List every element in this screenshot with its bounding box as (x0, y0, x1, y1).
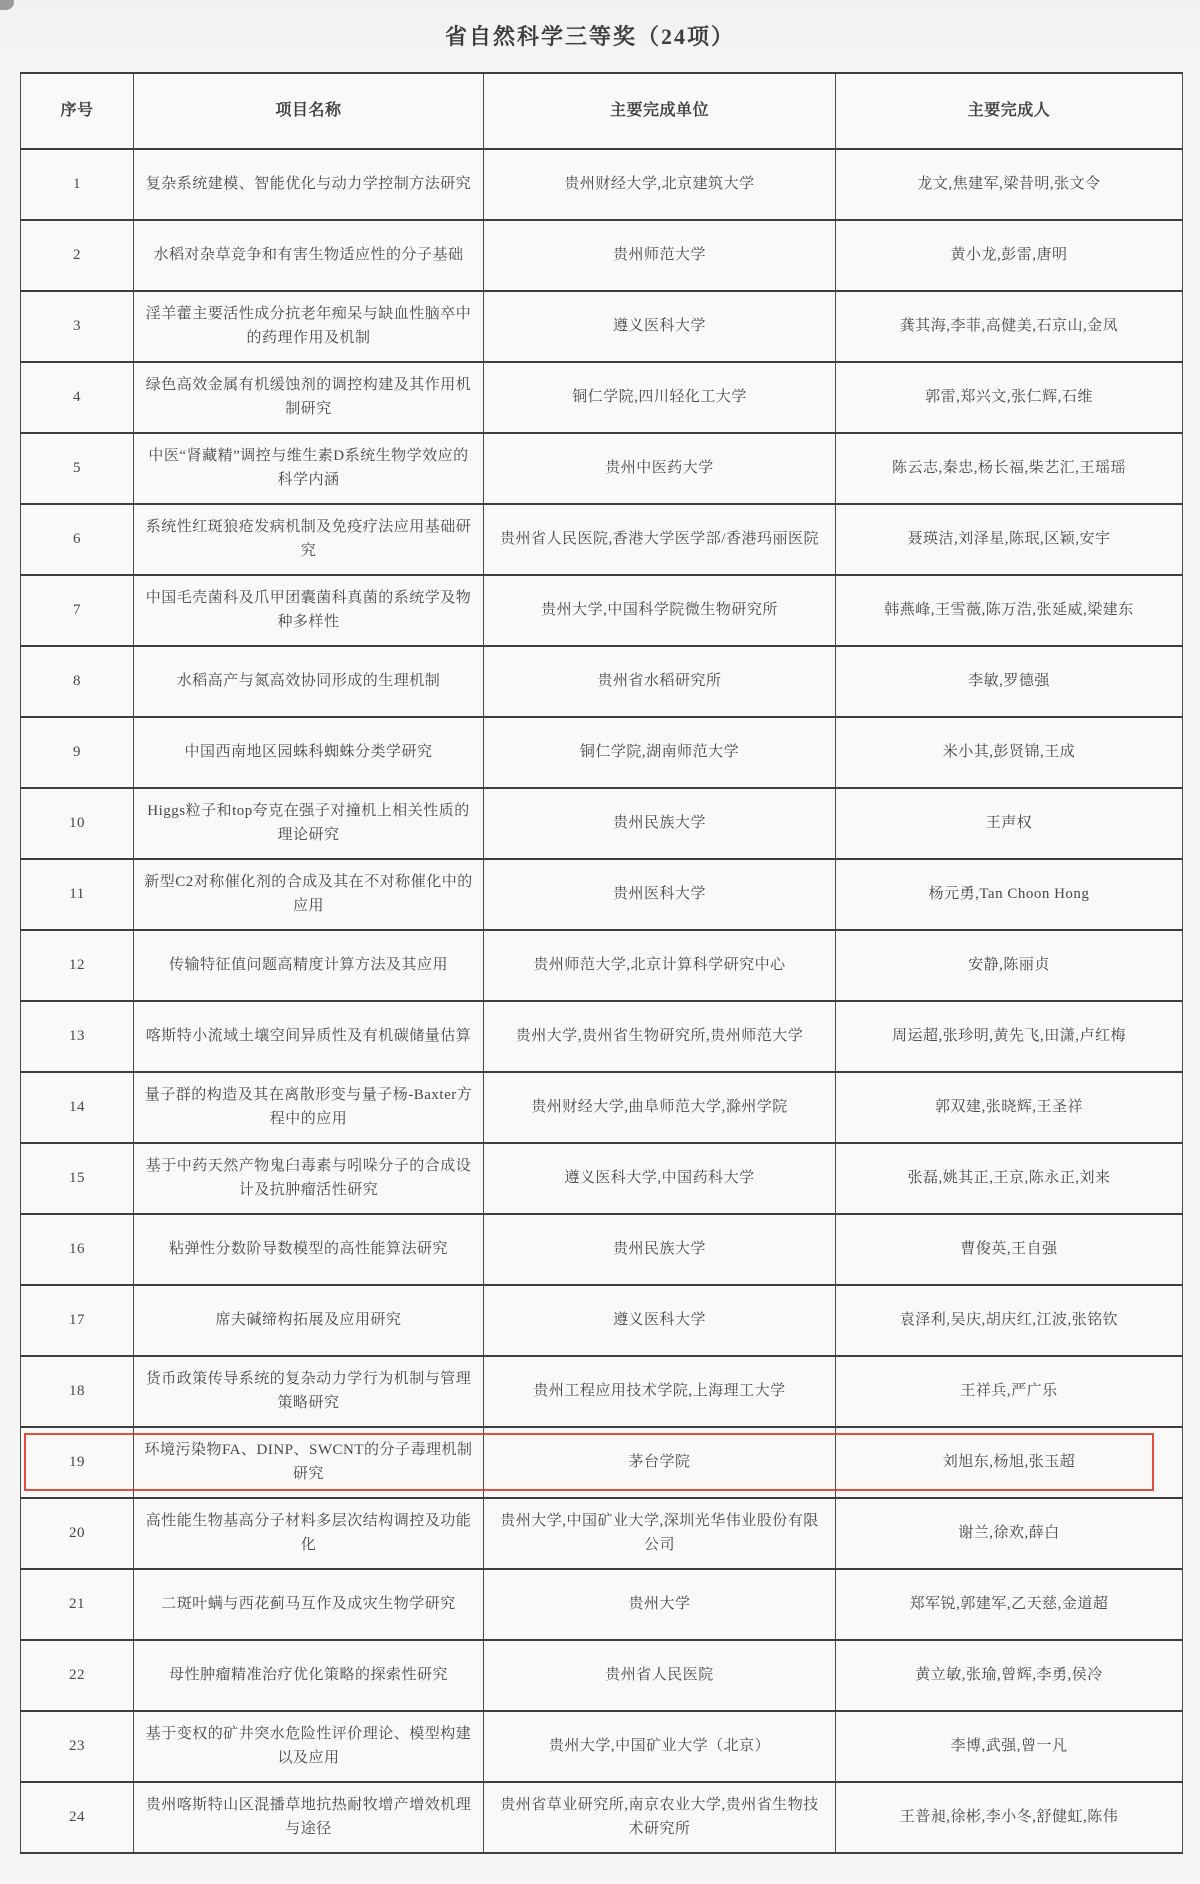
row-project-name: 粘弹性分数阶导数模型的高性能算法研究 (134, 1214, 484, 1285)
row-project-name: 贵州喀斯特山区混播草地抗热耐牧增产增效机理与途径 (134, 1782, 484, 1853)
row-completing-units: 遵义医科大学 (484, 291, 836, 362)
row-completing-people: 郭雷,郑兴文,张仁辉,石维 (836, 362, 1183, 433)
row-completing-people: 曹俊英,王自强 (836, 1214, 1183, 1285)
table-row (21, 291, 1183, 362)
header-project-name: 项目名称 (134, 73, 484, 149)
row-completing-units: 贵州大学,中国科学院微生物研究所 (484, 575, 836, 646)
row-project-name: 中国西南地区园蛛科蜘蛛分类学研究 (134, 717, 484, 788)
row-completing-people: 安静,陈丽贞 (836, 930, 1183, 1001)
row-project-name: 母性肿瘤精准治疗优化策略的探索性研究 (134, 1640, 484, 1711)
row-completing-people: 龙文,焦建军,梁昔明,张文令 (836, 149, 1183, 220)
row-completing-people: 王声权 (836, 788, 1183, 859)
row-serial-number: 3 (21, 291, 134, 362)
row-completing-people: 黄立敏,张瑜,曾辉,李勇,侯冷 (836, 1640, 1183, 1711)
row-completing-people: 聂瑛洁,刘泽星,陈珉,区颖,安宇 (836, 504, 1183, 575)
table-row (21, 1782, 1183, 1853)
row-completing-units: 贵州工程应用技术学院,上海理工大学 (484, 1356, 836, 1427)
row-completing-units: 贵州省水稻研究所 (484, 646, 836, 717)
table-row (21, 1427, 1183, 1498)
row-serial-number: 4 (21, 362, 134, 433)
table-row (21, 788, 1183, 859)
row-serial-number: 2 (21, 220, 134, 291)
row-project-name: 基于中药天然产物鬼臼毒素与吲哚分子的合成设计及抗肿瘤活性研究 (134, 1143, 484, 1214)
table-row (21, 1001, 1183, 1072)
table-row (21, 362, 1183, 433)
row-project-name: 绿色高效金属有机缓蚀剂的调控构建及其作用机制研究 (134, 362, 484, 433)
row-completing-people: 谢兰,徐欢,薛白 (836, 1498, 1183, 1569)
table-row (21, 433, 1183, 504)
row-completing-people: 陈云志,秦忠,杨长福,柴艺汇,王瑶瑶 (836, 433, 1183, 504)
row-completing-units: 贵州大学,中国矿业大学（北京） (484, 1711, 836, 1782)
row-serial-number: 11 (21, 859, 134, 930)
table-row (21, 575, 1183, 646)
row-project-name: 水稻对杂草竞争和有害生物适应性的分子基础 (134, 220, 484, 291)
row-serial-number: 23 (21, 1711, 134, 1782)
row-project-name: 新型C2对称催化剂的合成及其在不对称催化中的应用 (134, 859, 484, 930)
table-row (21, 1498, 1183, 1569)
row-completing-people: 袁泽利,吴庆,胡庆红,江波,张铭钦 (836, 1285, 1183, 1356)
row-serial-number: 7 (21, 575, 134, 646)
row-completing-units: 茅台学院 (484, 1427, 836, 1498)
row-completing-units: 贵州大学 (484, 1569, 836, 1640)
row-completing-people: 黄小龙,彭雷,唐明 (836, 220, 1183, 291)
row-serial-number: 5 (21, 433, 134, 504)
row-project-name: 二斑叶螨与西花蓟马互作及成灾生物学研究 (134, 1569, 484, 1640)
row-serial-number: 19 (21, 1427, 134, 1498)
row-project-name: 货币政策传导系统的复杂动力学行为机制与管理策略研究 (134, 1356, 484, 1427)
row-completing-units: 贵州财经大学,北京建筑大学 (484, 149, 836, 220)
row-completing-units: 贵州大学,中国矿业大学,深圳光华伟业股份有限公司 (484, 1498, 836, 1569)
row-serial-number: 10 (21, 788, 134, 859)
row-completing-people: 李敏,罗德强 (836, 646, 1183, 717)
row-completing-people: 郭双建,张晓辉,王圣祥 (836, 1072, 1183, 1143)
table-row (21, 930, 1183, 1001)
table-row (21, 1569, 1183, 1640)
row-serial-number: 16 (21, 1214, 134, 1285)
row-serial-number: 13 (21, 1001, 134, 1072)
row-project-name: 系统性红斑狼疮发病机制及免疫疗法应用基础研究 (134, 504, 484, 575)
row-serial-number: 20 (21, 1498, 134, 1569)
row-completing-people: 韩燕峰,王雪薇,陈万浩,张延威,梁建东 (836, 575, 1183, 646)
table-row (21, 646, 1183, 717)
table-row (21, 1143, 1183, 1214)
row-project-name: 高性能生物基高分子材料多层次结构调控及功能化 (134, 1498, 484, 1569)
table-row (21, 1640, 1183, 1711)
row-completing-units: 贵州省人民医院 (484, 1640, 836, 1711)
header-serial-number: 序号 (21, 73, 134, 149)
row-project-name: 水稻高产与氮高效协同形成的生理机制 (134, 646, 484, 717)
table-row (21, 1285, 1183, 1356)
award-table (20, 72, 1183, 1854)
row-completing-people: 郑军锐,郭建军,乙天慈,金道超 (836, 1569, 1183, 1640)
row-project-name: 喀斯特小流域土壤空间异质性及有机碳储量估算 (134, 1001, 484, 1072)
row-project-name: 环境污染物FA、DINP、SWCNT的分子毒理机制研究 (134, 1427, 484, 1498)
row-completing-units: 贵州医科大学 (484, 859, 836, 930)
row-completing-units: 贵州财经大学,曲阜师范大学,滁州学院 (484, 1072, 836, 1143)
table-row (21, 149, 1183, 220)
row-serial-number: 6 (21, 504, 134, 575)
row-completing-units: 铜仁学院,湖南师范大学 (484, 717, 836, 788)
row-project-name: 淫羊藿主要活性成分抗老年痴呆与缺血性脑卒中的药理作用及机制 (134, 291, 484, 362)
row-project-name: 量子群的构造及其在离散形变与量子杨-Baxter方程中的应用 (134, 1072, 484, 1143)
row-completing-units: 贵州省草业研究所,南京农业大学,贵州省生物技术研究所 (484, 1782, 836, 1853)
row-completing-people: 王祥兵,严广乐 (836, 1356, 1183, 1427)
row-completing-units: 贵州师范大学,北京计算科学研究中心 (484, 930, 836, 1001)
row-completing-people: 李博,武强,曾一凡 (836, 1711, 1183, 1782)
table-row (21, 1356, 1183, 1427)
row-completing-people: 张磊,姚其正,王京,陈永正,刘来 (836, 1143, 1183, 1214)
row-completing-units: 铜仁学院,四川轻化工大学 (484, 362, 836, 433)
row-completing-people: 龚其海,李菲,高健美,石京山,金凤 (836, 291, 1183, 362)
row-serial-number: 18 (21, 1356, 134, 1427)
row-completing-units: 遵义医科大学 (484, 1285, 836, 1356)
row-serial-number: 21 (21, 1569, 134, 1640)
row-project-name: 基于变权的矿井突水危险性评价理论、模型构建以及应用 (134, 1711, 484, 1782)
table-row (21, 1072, 1183, 1143)
row-project-name: 复杂系统建模、智能优化与动力学控制方法研究 (134, 149, 484, 220)
row-completing-units: 贵州省人民医院,香港大学医学部/香港玛丽医院 (484, 504, 836, 575)
row-completing-units: 贵州大学,贵州省生物研究所,贵州师范大学 (484, 1001, 836, 1072)
table-row (21, 1711, 1183, 1782)
page-title: 省自然科学三等奖（24项） (444, 24, 735, 49)
row-completing-people: 米小其,彭贤锦,王成 (836, 717, 1183, 788)
row-serial-number: 14 (21, 1072, 134, 1143)
row-serial-number: 15 (21, 1143, 134, 1214)
row-completing-units: 贵州师范大学 (484, 220, 836, 291)
row-serial-number: 9 (21, 717, 134, 788)
row-project-name: 中医“肾藏精”调控与维生素D系统生物学效应的科学内涵 (134, 433, 484, 504)
row-serial-number: 24 (21, 1782, 134, 1853)
header-completing-units: 主要完成单位 (484, 73, 836, 149)
row-completing-people: 王普昶,徐彬,李小冬,舒健虹,陈伟 (836, 1782, 1183, 1853)
row-project-name: 中国毛壳菌科及爪甲团囊菌科真菌的系统学及物种多样性 (134, 575, 484, 646)
table-row (21, 220, 1183, 291)
row-completing-people: 杨元勇,Tan Choon Hong (836, 859, 1183, 930)
row-project-name: Higgs粒子和top夸克在强子对撞机上相关性质的理论研究 (134, 788, 484, 859)
row-completing-units: 遵义医科大学,中国药科大学 (484, 1143, 836, 1214)
row-completing-people: 周运超,张珍明,黄先飞,田潇,卢红梅 (836, 1001, 1183, 1072)
table-row (21, 1214, 1183, 1285)
row-serial-number: 12 (21, 930, 134, 1001)
header-completing-people: 主要完成人 (836, 73, 1183, 149)
row-completing-units: 贵州民族大学 (484, 1214, 836, 1285)
row-serial-number: 22 (21, 1640, 134, 1711)
row-serial-number: 17 (21, 1285, 134, 1356)
row-completing-people: 刘旭东,杨旭,张玉超 (836, 1427, 1183, 1498)
row-project-name: 席夫碱缔构拓展及应用研究 (134, 1285, 484, 1356)
row-completing-units: 贵州中医药大学 (484, 433, 836, 504)
row-completing-units: 贵州民族大学 (484, 788, 836, 859)
row-serial-number: 1 (21, 149, 134, 220)
row-project-name: 传输特征值问题高精度计算方法及其应用 (134, 930, 484, 1001)
table-header-row (21, 73, 1183, 149)
table-row (21, 859, 1183, 930)
table-row (21, 717, 1183, 788)
row-serial-number: 8 (21, 646, 134, 717)
table-row (21, 504, 1183, 575)
